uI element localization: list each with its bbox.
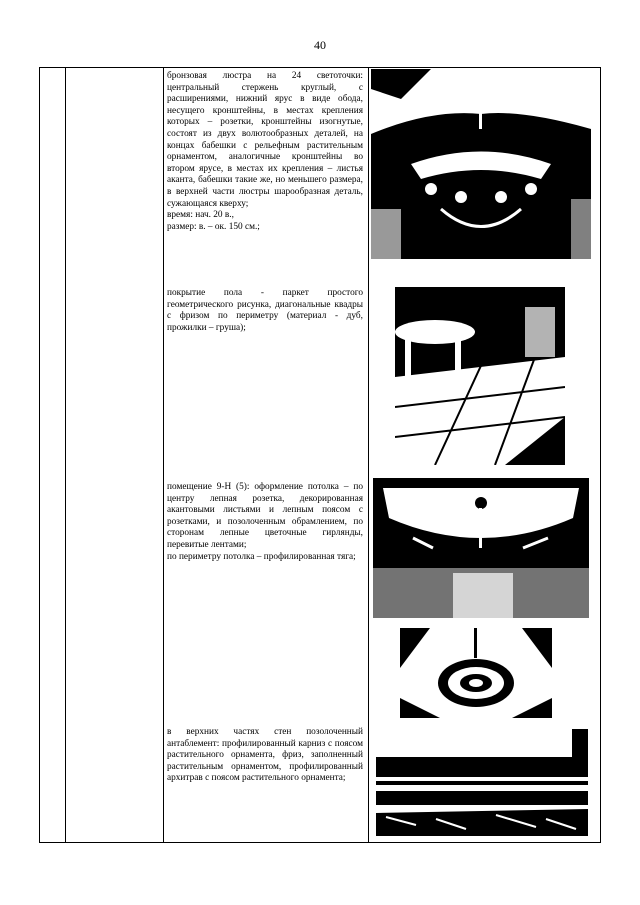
column-divider [368, 68, 369, 842]
entry-text-line: помещение 9-Н (5): оформление потолка – по центру лепная розетка, декорированная акантовыми листьями и лепным поясом с розетками, и позолоченным обрамлением, по сторонам лепные цветочные гирлянды, перевитые лентами; [167, 482, 363, 550]
entry-ceiling-text [167, 482, 363, 563]
ceiling-rosette-photo [400, 628, 552, 718]
page-number: 40 [314, 38, 326, 52]
entry-entablature-text [167, 727, 363, 785]
column-divider [65, 68, 66, 842]
entry-text-line: размер: в. – ок. 150 см.; [167, 221, 260, 232]
ceiling-photo [373, 478, 589, 618]
entry-text-line: в верхних частях стен позолоченный антаблемент: профилированный карниз с поясом растительного орнамента, фриз, заполненный растительным орнаментом, профилированный архитрав с поясом растительного орнамента; [167, 727, 363, 784]
parquet-floor-photo [395, 287, 565, 465]
entablature-photo [376, 729, 588, 836]
column-divider [163, 68, 164, 842]
chandelier-photo [371, 69, 591, 259]
entry-text-line: время: нач. 20 в., [167, 210, 234, 221]
entry-chandelier-text [167, 71, 363, 233]
entry-floor-text [167, 288, 363, 334]
entry-text-line: по периметру потолка – профилированная тяга; [167, 551, 356, 562]
entry-text-line: бронзовая люстра на 24 светоточки: центральный стержень круглый, с расширениями, нижний ярус в виде обода, несущего кронштейны, в местах крепления которых – розетки, кронштейны изогнутые, состоят из двух волютообразных деталей, на концах бабешки с рельефным растительным орнаментом, аналогичные кронштейны во втором ярусе, в местах их крепления – листья аканта, бабешки такие же, но меньшего размера, в верхней части люстры шарообразная деталь, сужающаяся кверху; [167, 71, 363, 209]
entry-text-line: покрытие пола - паркет простого геометрического рисунка, диагональные квадры с фризом по периметру (материал - дуб, прожилки – груша); [167, 288, 363, 333]
